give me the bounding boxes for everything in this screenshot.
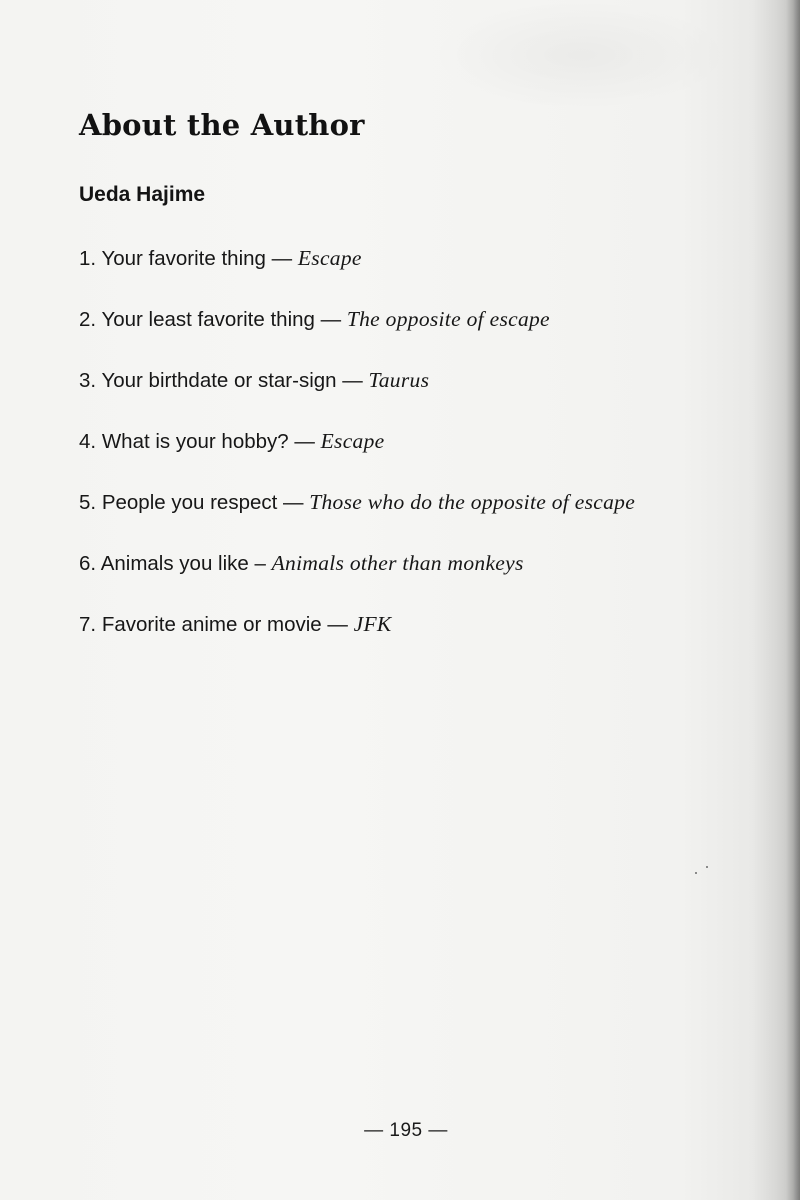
qa-item: [79, 488, 635, 549]
qa-separator: —: [277, 491, 310, 514]
qa-number: 4.: [79, 430, 97, 453]
qa-question: Your least favorite thing: [101, 308, 315, 331]
qa-question: What is your hobby?: [101, 430, 289, 453]
qa-separator: —: [321, 613, 354, 636]
qa-number: 1.: [79, 247, 97, 270]
qa-answer: Escape: [320, 429, 385, 453]
qa-answer: JFK: [353, 612, 392, 636]
qa-number: 6.: [79, 552, 97, 575]
qa-number: 7.: [79, 613, 97, 636]
qa-answer: Animals other than monkeys: [271, 551, 524, 575]
qa-item: [79, 427, 635, 488]
page-number: — 195 —: [364, 1120, 448, 1141]
qa-number: 5.: [79, 491, 97, 514]
qa-item: [79, 610, 635, 671]
qa-question: Your birthdate or star-sign: [101, 369, 337, 392]
show-through-shadow: [430, 0, 730, 110]
qa-item: [79, 244, 635, 305]
qa-answer: Taurus: [368, 368, 430, 392]
paper-speck: [706, 866, 708, 868]
paper-speck: [695, 872, 697, 874]
qa-item: [79, 305, 635, 366]
qa-separator: —: [265, 247, 298, 270]
qa-separator: —: [336, 369, 369, 392]
qa-answer: The opposite of escape: [346, 307, 550, 331]
qa-separator: –: [248, 552, 272, 575]
qa-number: 3.: [79, 369, 97, 392]
qa-question: People you respect: [101, 491, 278, 514]
qa-separator: —: [288, 430, 321, 453]
qa-separator: —: [314, 308, 347, 331]
qa-number: 2.: [79, 308, 97, 331]
spine-shadow: [786, 0, 800, 1200]
qa-answer: Those who do the opposite of escape: [309, 490, 636, 514]
qa-answer: Escape: [297, 246, 362, 270]
page-title: About the Author: [79, 108, 365, 142]
author-name: Ueda Hajime: [79, 183, 206, 206]
qa-question: Your favorite thing: [101, 247, 266, 270]
qa-question: Favorite anime or movie: [101, 613, 322, 636]
qa-item: [79, 549, 635, 610]
qa-list: [79, 244, 635, 671]
qa-question: Animals you like: [100, 552, 249, 575]
qa-item: [79, 366, 635, 427]
